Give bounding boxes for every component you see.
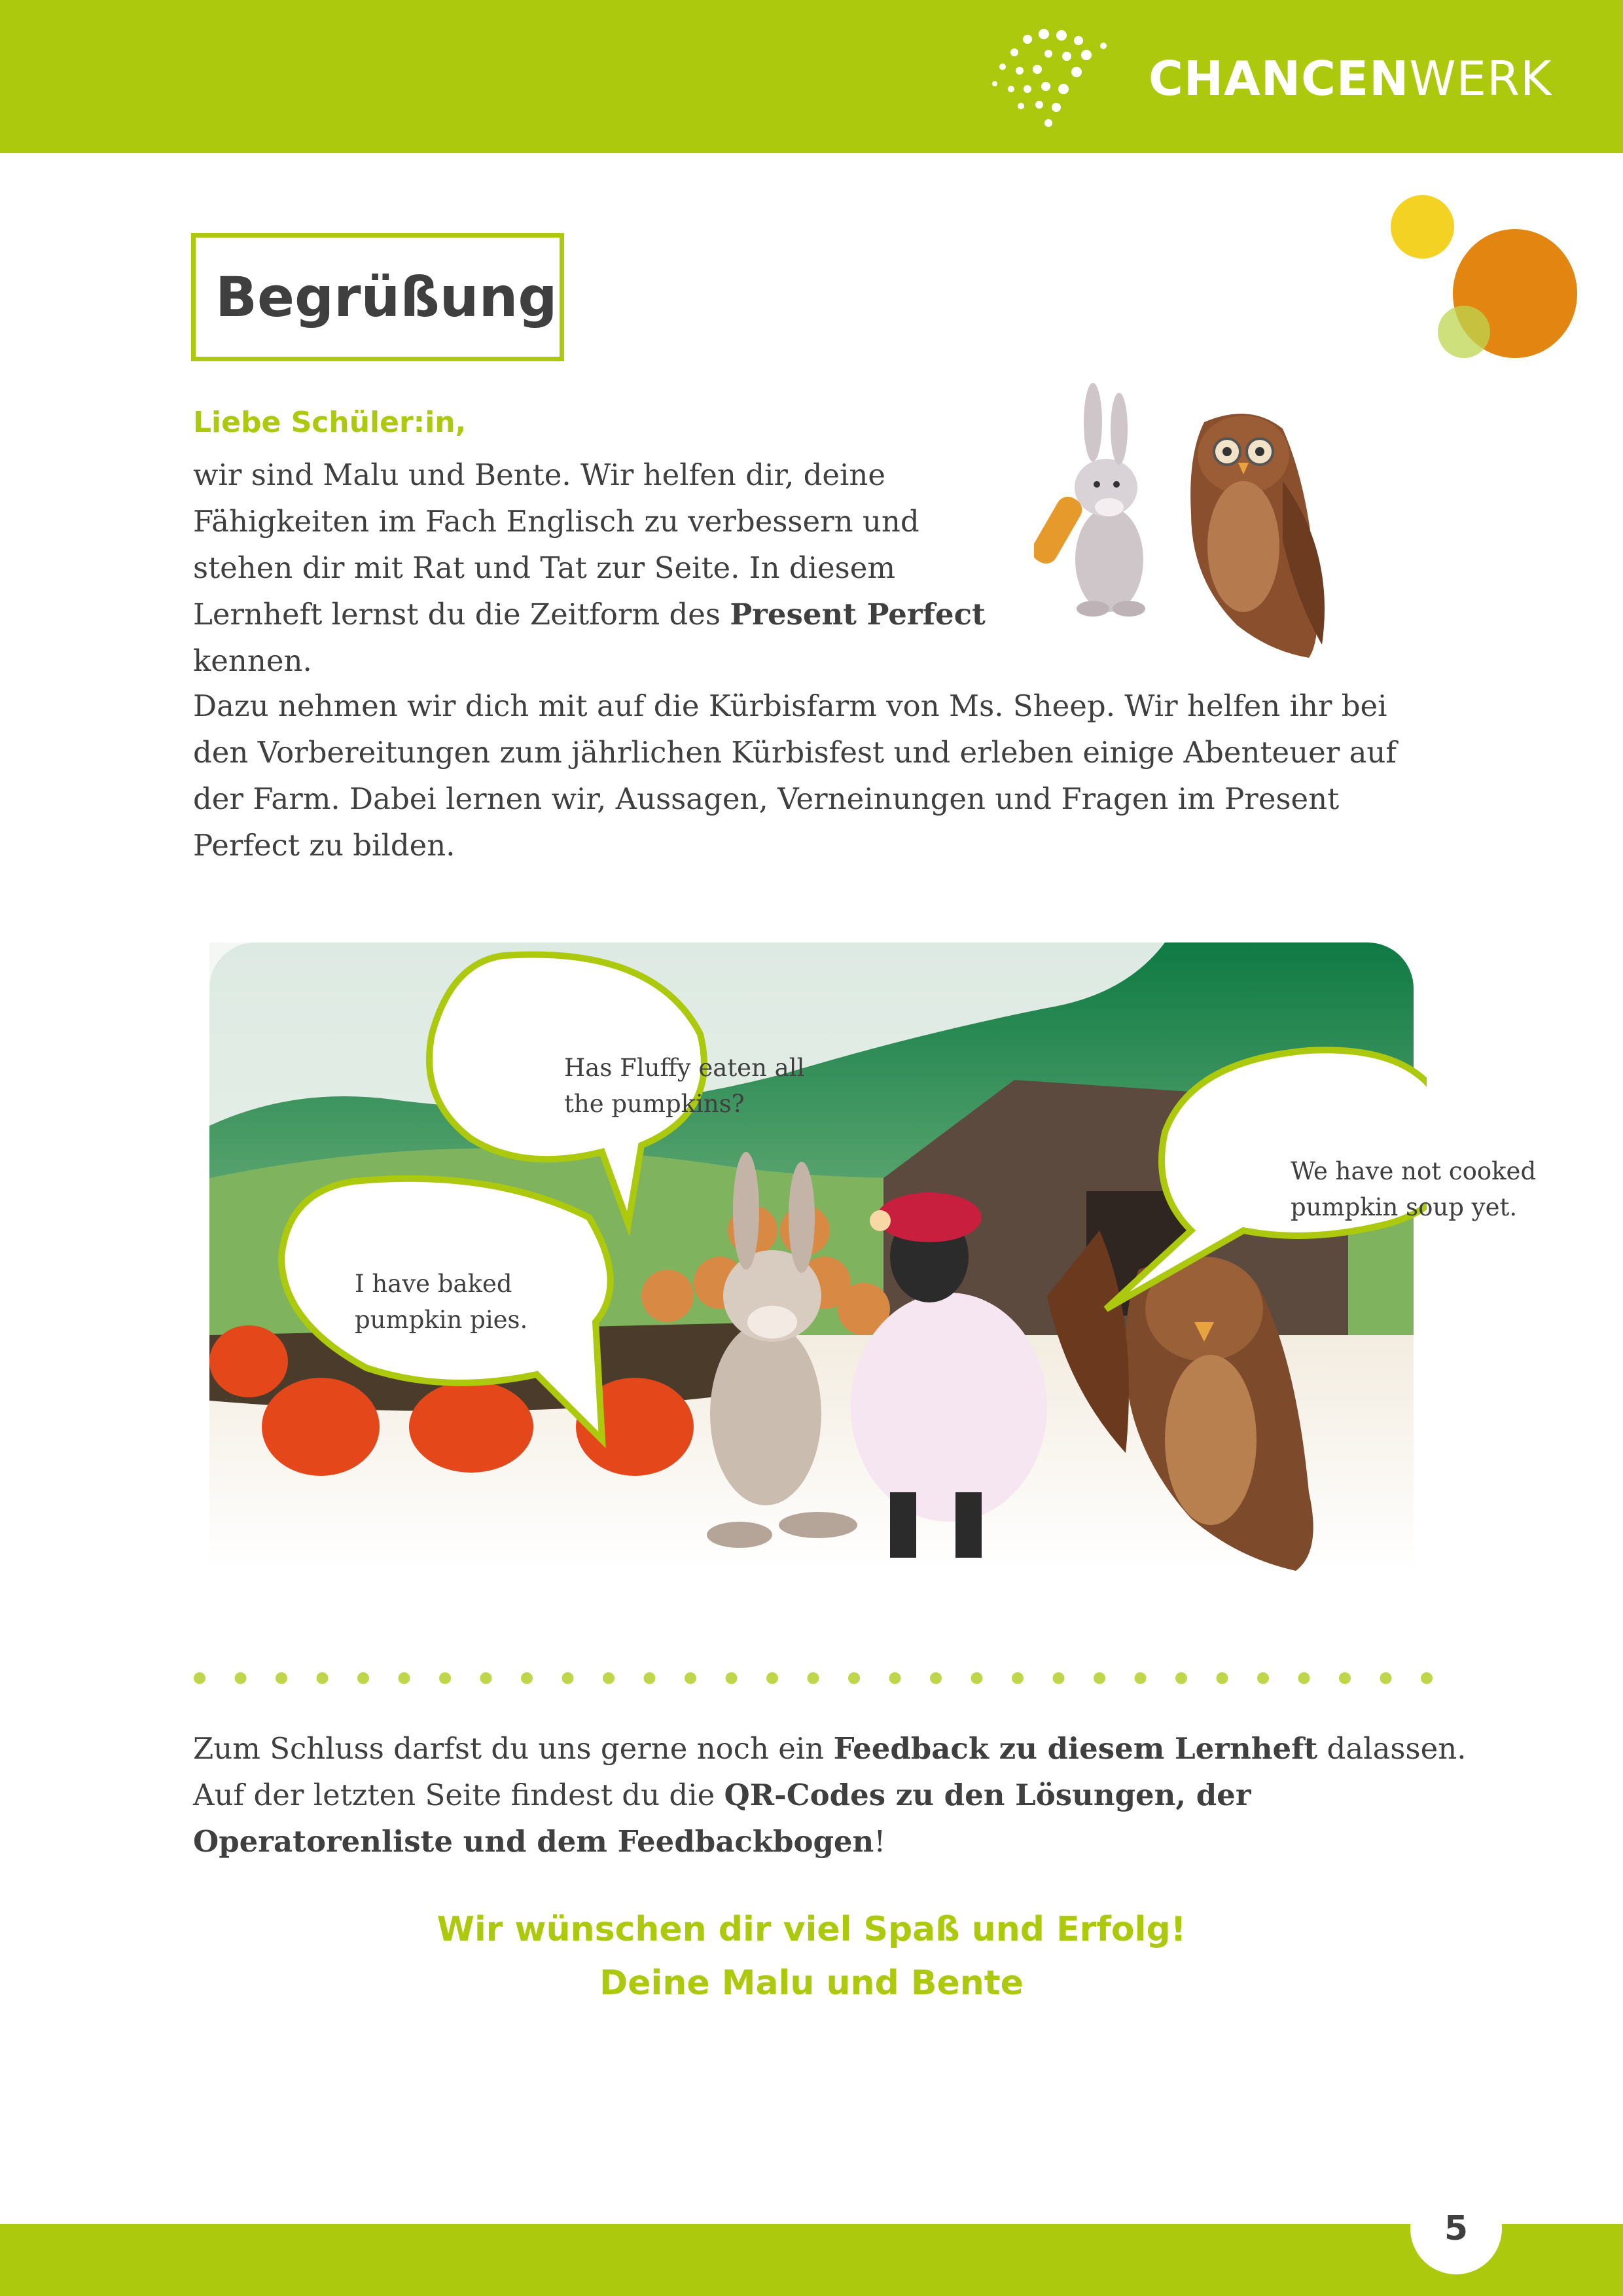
divider-dot <box>439 1672 451 1684</box>
divider-dot <box>399 1672 410 1684</box>
feedback-text-1: Zum Schluss darfst du uns gerne noch ein <box>193 1731 834 1766</box>
closing-line-2: Deine Malu und Bente <box>599 1964 1024 2003</box>
divider-dot <box>644 1672 656 1684</box>
divider-dot <box>521 1672 533 1684</box>
divider-dot <box>317 1672 329 1684</box>
divider-dot <box>766 1672 778 1684</box>
intro-text-after: kennen. <box>193 643 312 678</box>
divider-dot <box>685 1672 696 1684</box>
divider-dot <box>848 1672 860 1684</box>
brand-name-light: WERK <box>1409 51 1552 106</box>
title-box <box>191 233 564 361</box>
closing-line-1: Wir wünschen dir viel Spaß und Erfolg! <box>437 1910 1186 1949</box>
divider-dot <box>1257 1672 1269 1684</box>
divider-dot <box>1380 1672 1392 1684</box>
rabbit-icon <box>1034 383 1145 617</box>
bubble-text-question: Has Fluffy eaten all the pumpkins? <box>564 1054 805 1118</box>
divider-dot <box>357 1672 369 1684</box>
divider-dot <box>808 1672 819 1684</box>
mascots-illustration <box>1034 383 1348 664</box>
farm-paragraph: Dazu nehmen wir dich mit auf die Kürbisfarm von Ms. Sheep. Wir helfen ihr bei den Vorbereitungen zum jährlichen Kürbisfest und erleben einige Abenteuer auf der Farm. Dabei lernen wir, Aussagen, Verneinungen und Fragen im Present Perfect zu bilden. <box>193 689 1397 863</box>
dotted-divider <box>193 1672 1436 1685</box>
brand-logo <box>988 26 1623 131</box>
intro-paragraph <box>193 452 1011 684</box>
page-number: 5 <box>1444 2209 1469 2248</box>
footer-bar <box>0 2224 1623 2296</box>
divider-dot <box>480 1672 492 1684</box>
divider-dot <box>1094 1672 1105 1684</box>
intro-text-before: wir sind Malu und Bente. Wir helfen dir, deine Fähigkeiten im Fach Englisch zu verbessern und stehen dir mit Rat und Tat zur Seite. In diesem Lernheft lernst du die Zeitform des <box>193 457 919 632</box>
divider-dot <box>726 1672 738 1684</box>
divider-dot <box>562 1672 574 1684</box>
bubble-text-statement: I have baked pumpkin pies. <box>355 1270 528 1334</box>
divider-dot <box>235 1672 247 1684</box>
farm-scene-illustration <box>196 929 1427 1584</box>
divider-dot <box>971 1672 983 1684</box>
divider-dot <box>1053 1672 1065 1684</box>
decor-circle-yellow <box>1391 195 1454 259</box>
page-title: Begrüßung <box>215 265 558 329</box>
dots-logo-icon <box>988 26 1126 131</box>
divider-dot <box>1421 1672 1433 1684</box>
divider-dot <box>1217 1672 1228 1684</box>
greeting: Liebe Schüler:in, <box>193 406 467 439</box>
divider-dot <box>1298 1672 1310 1684</box>
bubble-text-negation: We have not cooked pumpkin soup yet. <box>1291 1157 1537 1221</box>
intro-bold: Present Perfect <box>730 597 986 632</box>
decor-circle-green <box>1438 306 1490 358</box>
feedback-text-3: ! <box>874 1824 886 1859</box>
divider-dot <box>1175 1672 1187 1684</box>
brand-name <box>1149 51 1552 106</box>
feedback-bold-1: Feedback zu diesem Lernheft <box>833 1731 1318 1766</box>
feedback-bold-2: QR-Codes zu den Lösungen, der Operatorenliste und dem Feedbackbogen <box>193 1778 1251 1859</box>
brand-name-bold: CHANCEN <box>1149 51 1410 106</box>
feedback-text-2: dalassen. Auf der letzten Seite findest du die <box>193 1731 1467 1812</box>
owl-icon <box>1190 414 1325 658</box>
divider-dot <box>930 1672 942 1684</box>
divider-dot <box>1135 1672 1147 1684</box>
divider-dot <box>194 1672 205 1684</box>
divider-dot <box>276 1672 287 1684</box>
feedback-paragraph <box>193 1725 1469 1865</box>
divider-dot <box>889 1672 901 1684</box>
divider-dot <box>1012 1672 1024 1684</box>
divider-dot <box>603 1672 615 1684</box>
divider-dot <box>1339 1672 1351 1684</box>
page-number-badge <box>1410 2183 1502 2274</box>
